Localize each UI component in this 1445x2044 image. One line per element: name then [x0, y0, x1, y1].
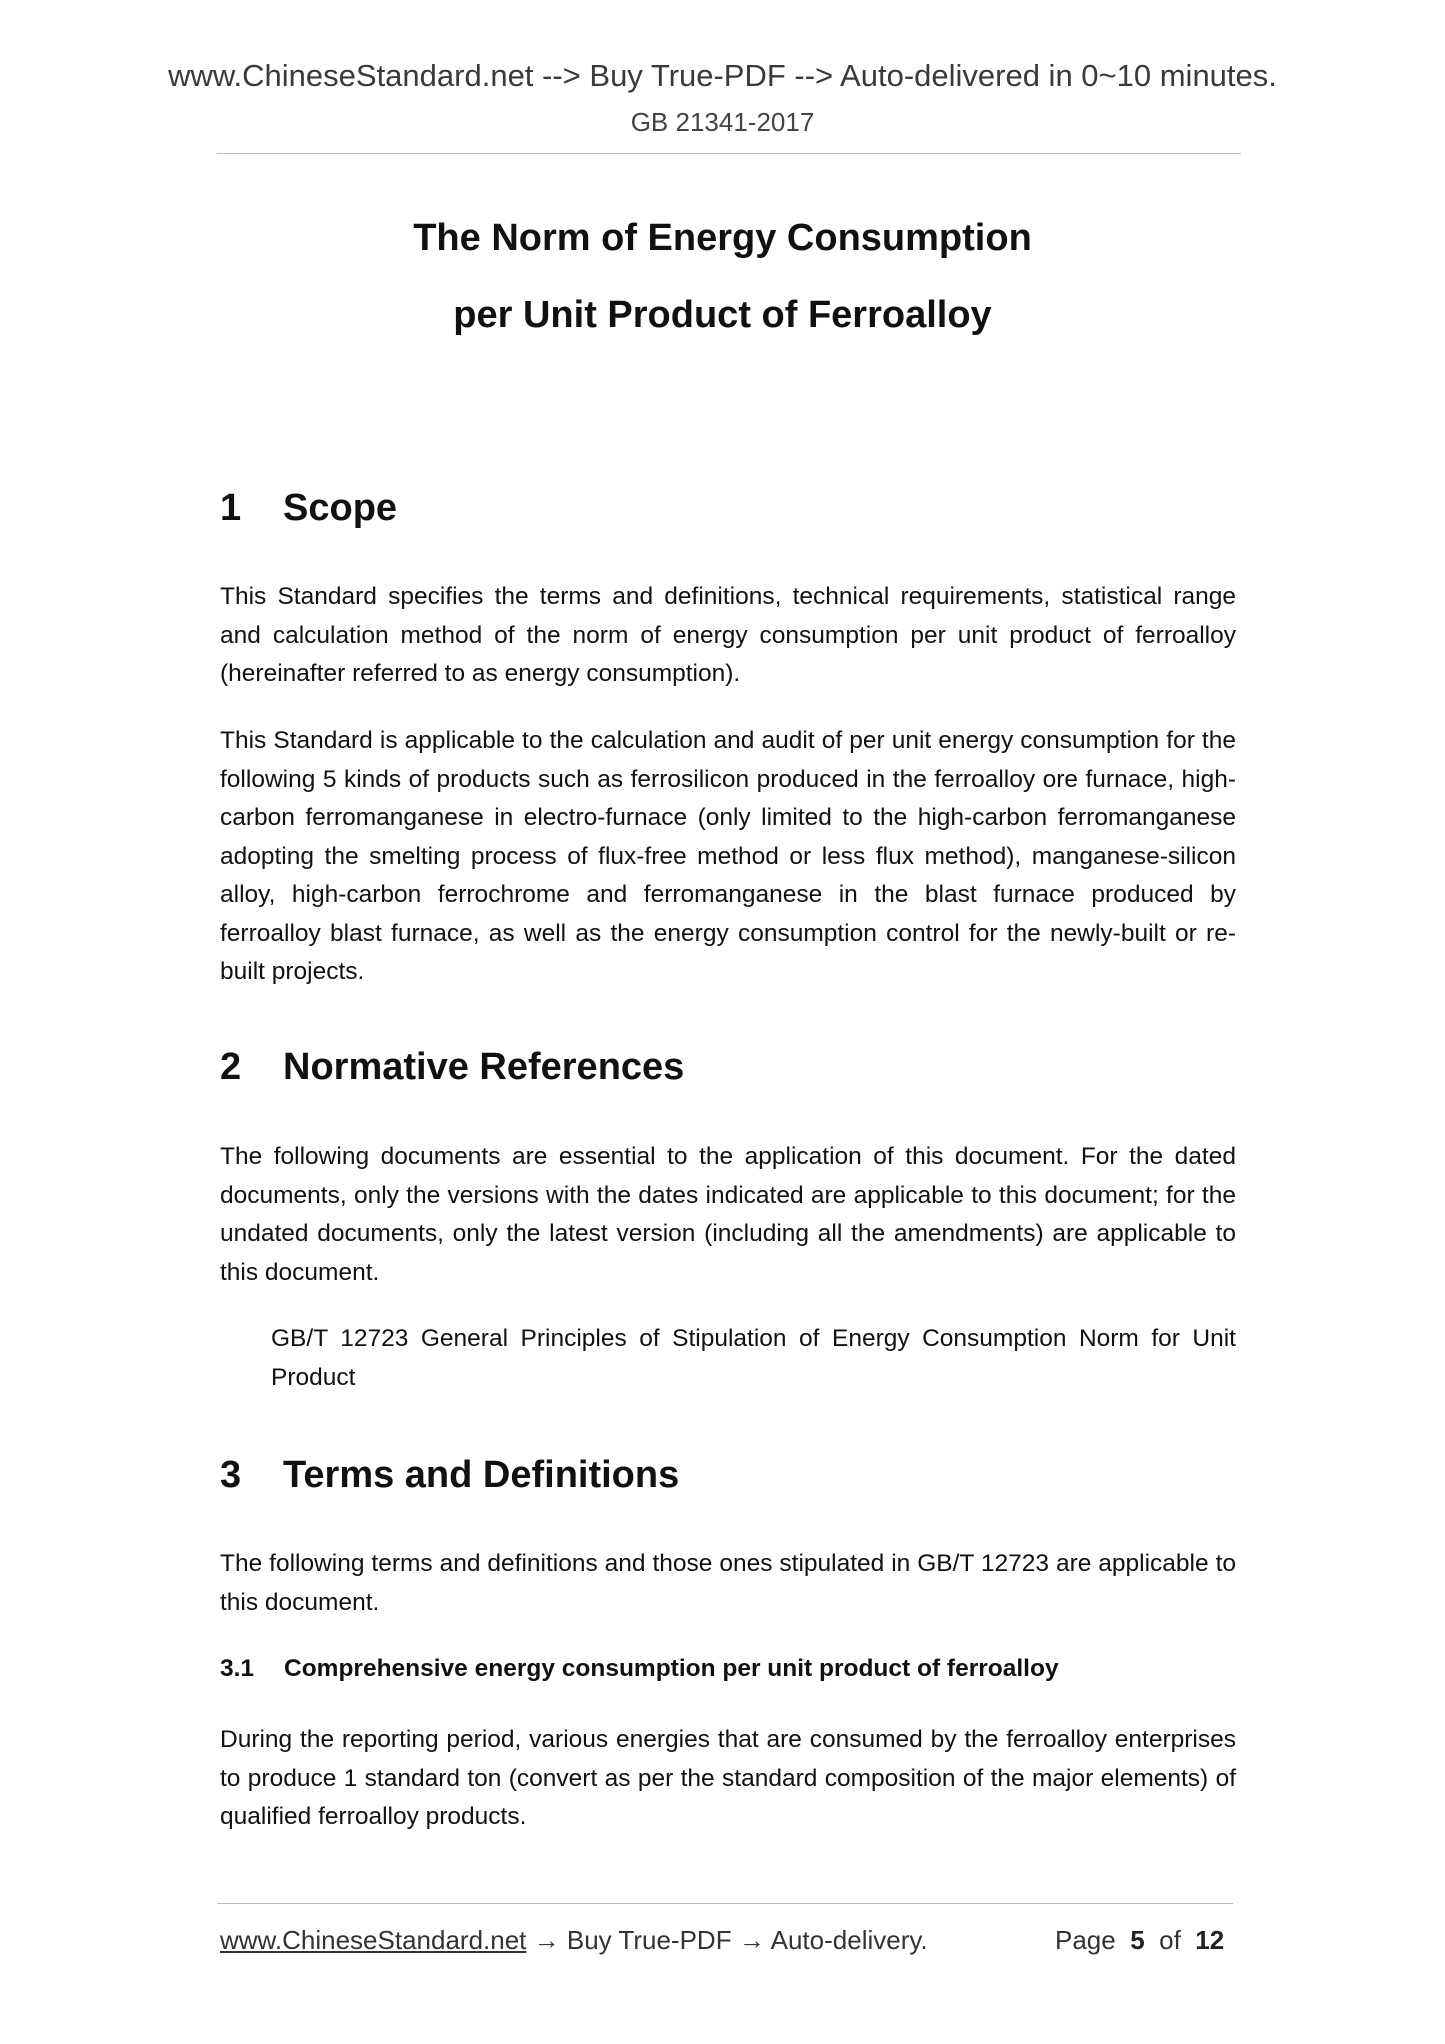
normative-references-paragraph: The following documents are essential to the application of this document. For the dated documents, only the versions with the dates indicated are applicable to this document; for the undated documents, only the latest version (including all the amendments) are applicable to this document.: [220, 1143, 1236, 1286]
document-title-line1: The Norm of Energy Consumption: [413, 217, 1032, 259]
footer-delivery-text: Auto-delivery.: [770, 1925, 928, 1955]
arrow-right-icon: →: [738, 1925, 765, 1955]
scope-paragraph-1: This Standard specifies the terms and definitions, technical requirements, statistical range and calculation method of the norm of energy consumption per unit product of ferroalloy (hereinafter referred to as energy consumption).: [220, 583, 1236, 687]
section-number: 1: [220, 487, 242, 529]
page-current: 5: [1130, 1925, 1145, 1955]
section-title: Terms and Definitions: [283, 1454, 680, 1496]
arrow-right-icon: →: [533, 1925, 560, 1955]
standard-id: GB 21341-2017: [630, 107, 815, 137]
clause-title: Comprehensive energy consumption per unit product of ferroalloy: [284, 1655, 1059, 1682]
footer-promo: [220, 1925, 928, 1956]
section-heading-scope: [220, 487, 397, 530]
header-divider: [217, 153, 1241, 154]
section-title: Normative References: [283, 1046, 685, 1088]
page-of: of: [1159, 1925, 1181, 1955]
document-title-line2: per Unit Product of Ferroalloy: [453, 294, 992, 336]
page-total: 12: [1195, 1925, 1225, 1955]
section-title: Scope: [283, 487, 398, 529]
scope-paragraph-2: This Standard is applicable to the calculation and audit of per unit energy consumption for the following 5 kinds of products such as ferrosilicon produced in the ferroalloy ore furnace, high-carbon ferromanganese in electro-furnace (only limited to the high-carbon ferromanganese adopting the smelting process of flux-free method or less flux method), manganese-silicon alloy, high-carbon ferrochrome and ferromanganese in the blast furnace produced by ferroalloy blast furnace, as well as the energy consumption control for the newly-built or re-built projects.: [220, 727, 1236, 985]
clause-3-1-heading: [220, 1655, 1059, 1683]
terms-paragraph: The following terms and definitions and those ones stipulated in GB/T 12723 are applicable to this document.: [220, 1550, 1236, 1616]
page-indicator: [1055, 1925, 1224, 1956]
reference-gbt-12723: GB/T 12723 General Principles of Stipulation of Energy Consumption Norm for Unit Product: [271, 1325, 1236, 1391]
section-heading-normative-references: [220, 1046, 684, 1089]
section-number: 2: [220, 1046, 242, 1088]
clause-3-1-text: During the reporting period, various energies that are consumed by the ferroalloy enterprises to produce 1 standard ton (convert as per the standard composition of the major elements) of qualified ferroalloy products.: [220, 1726, 1236, 1830]
section-number: 3: [220, 1454, 242, 1496]
footer-buy-text: Buy True-PDF: [566, 1925, 732, 1955]
section-heading-terms-definitions: [220, 1454, 679, 1497]
footer-divider: [217, 1903, 1233, 1904]
header-banner: www.ChineseStandard.net --> Buy True-PDF --> Auto-delivered in 0~10 minutes.: [168, 58, 1277, 93]
footer-site-link[interactable]: www.ChineseStandard.net: [220, 1925, 527, 1955]
page-label: Page: [1055, 1925, 1116, 1955]
clause-number: 3.1: [220, 1655, 255, 1682]
